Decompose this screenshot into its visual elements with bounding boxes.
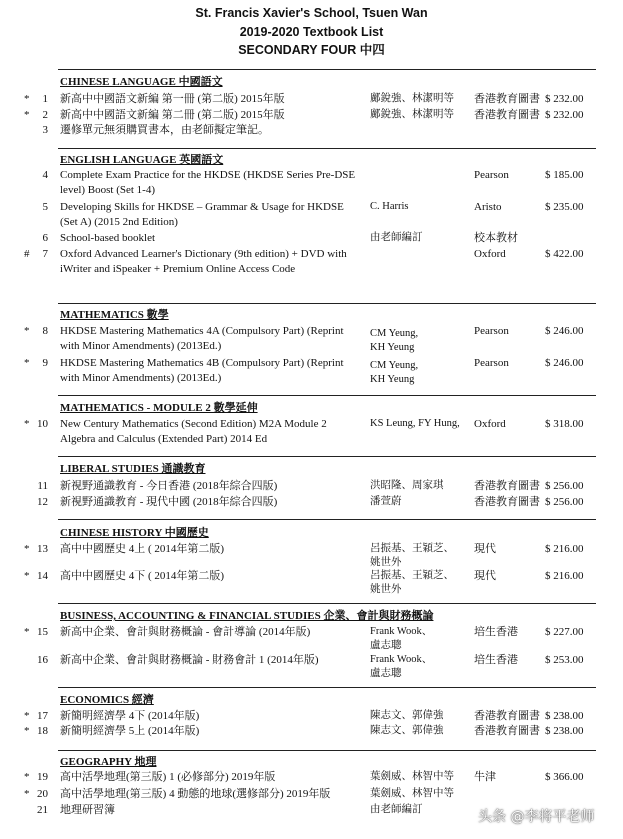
- section-divider: [58, 456, 596, 457]
- item-number: 2: [42, 109, 48, 121]
- item-number: 13: [37, 543, 48, 555]
- item-author: 陳志文、郭偉強: [370, 710, 444, 721]
- item-mark: *: [24, 543, 30, 555]
- form-level: SECONDARY FOUR 中四: [238, 43, 385, 57]
- item-author: Frank Wook、盧志聰: [370, 654, 433, 679]
- item-title: 新簡明經濟學 5上 (2014年版): [60, 725, 200, 737]
- item-author: CM Yeung, KH Yeung: [370, 360, 419, 385]
- item-mark: *: [24, 93, 30, 105]
- section-title: MATHEMATICS 數學: [60, 309, 169, 321]
- item-price: $ 366.00: [545, 771, 584, 783]
- item-number: 20: [37, 788, 48, 800]
- item-price: $ 185.00: [545, 169, 584, 181]
- item-number: 3: [42, 124, 48, 136]
- item-title: 高中中國歷史 4上 ( 2014年第二版): [60, 543, 225, 555]
- item-title: 新視野通識教育 - 今日香港 (2018年綜合四版): [60, 480, 278, 492]
- item-publisher: 香港教育圖書: [474, 496, 540, 508]
- item-price: $ 238.00: [545, 710, 584, 722]
- item-title: HKDSE Mastering Mathematics 4B (Compulsory Part) (Reprint with Minor Amendments) (2013Ed.): [60, 357, 344, 384]
- item-publisher: 香港教育圖書: [474, 109, 540, 121]
- item-author: 由老師編訂: [370, 804, 423, 815]
- item-title: 高中活學地理(第三版) 4 動態的地球(選修部分) 2019年版: [60, 788, 331, 800]
- item-title: 高中中國歷史 4下 ( 2014年第二版): [60, 570, 225, 582]
- watermark: 头条 @李将平老师: [478, 809, 595, 825]
- item-publisher: 香港教育圖書: [474, 93, 540, 105]
- item-number: 19: [37, 771, 48, 783]
- item-title: 新視野通識教育 - 現代中國 (2018年綜合四版): [60, 496, 278, 508]
- item-author: 呂振基、王穎芝、姚世外: [370, 570, 454, 595]
- item-title: 新高中中國語文新編 第二冊 (第二版) 2015年版: [60, 109, 285, 121]
- item-publisher: 培生香港: [474, 626, 518, 638]
- item-price: $ 318.00: [545, 418, 584, 430]
- item-author: 葉劍威、林智中等: [370, 788, 454, 799]
- item-mark: *: [24, 570, 30, 582]
- section-divider: [58, 603, 596, 604]
- item-author: 陳志文、郭偉強: [370, 725, 444, 736]
- item-number: 14: [37, 570, 48, 582]
- item-price: $ 232.00: [545, 109, 584, 121]
- item-publisher: 培生香港: [474, 654, 518, 666]
- item-number: 7: [42, 248, 48, 260]
- item-author: 洪昭隆、周家琪: [370, 480, 444, 491]
- section-title: MATHEMATICS - MODULE 2 數學延伸: [60, 402, 258, 414]
- item-author: 葉劍威、林智中等: [370, 771, 454, 782]
- item-author: 鄺銳強、林潔明等: [370, 109, 454, 120]
- item-price: $ 422.00: [545, 248, 584, 260]
- item-publisher: 現代: [474, 543, 496, 555]
- item-author: C. Harris: [370, 201, 409, 212]
- item-mark: *: [24, 109, 30, 121]
- item-price: $ 256.00: [545, 480, 584, 492]
- item-price: $ 227.00: [545, 626, 584, 638]
- item-title: 高中活學地理(第三版) 1 (必修部分) 2019年版: [60, 771, 276, 783]
- item-publisher: 現代: [474, 570, 496, 582]
- item-title: 遷修單元無須購買書本，由老師擬定筆記。: [60, 124, 269, 136]
- section-divider: [58, 148, 596, 149]
- section-title: LIBERAL STUDIES 通識教育: [60, 463, 206, 475]
- item-number: 12: [37, 496, 48, 508]
- item-mark: *: [24, 626, 30, 638]
- item-publisher: 牛津: [474, 771, 496, 783]
- item-number: 6: [42, 232, 48, 244]
- item-author: 由老師編訂: [370, 232, 423, 243]
- item-price: $ 235.00: [545, 201, 584, 213]
- section-title: CHINESE LANGUAGE 中國語文: [60, 76, 223, 88]
- item-title: Oxford Advanced Learner's Dictionary (9th edition) + DVD with iWriter and iSpeaker + Premium Online Access Code: [60, 248, 347, 275]
- item-mark: *: [24, 357, 30, 369]
- school-name: St. Francis Xavier's School, Tsuen Wan: [195, 6, 428, 20]
- item-number: 11: [37, 480, 48, 492]
- item-number: 4: [42, 169, 48, 181]
- item-mark: *: [24, 788, 30, 800]
- item-author: 鄺銳強、林潔明等: [370, 93, 454, 104]
- item-number: 8: [42, 325, 48, 337]
- item-number: 15: [37, 626, 48, 638]
- item-publisher: Aristo: [474, 201, 502, 213]
- section-divider: [58, 519, 596, 520]
- item-number: 9: [42, 357, 48, 369]
- item-price: $ 246.00: [545, 325, 584, 337]
- item-title: 地理研習簿: [60, 804, 115, 816]
- section-title: ECONOMICS 經濟: [60, 694, 154, 706]
- item-title: 新高中企業、會計與財務概論 - 會計導論 (2014年版): [60, 626, 311, 638]
- item-number: 1: [42, 93, 48, 105]
- item-title: Complete Exam Practice for the HKDSE (HKDSE Series Pre-DSE level) Boost (Set 1-4): [60, 169, 356, 196]
- item-title: New Century Mathematics (Second Edition) M2A Module 2 Algebra and Calculus (Extended Part) 2014 Ed: [60, 418, 327, 445]
- item-mark: *: [24, 418, 30, 430]
- section-title: CHINESE HISTORY 中國歷史: [60, 527, 209, 539]
- section-divider: [58, 687, 596, 688]
- item-author: KS Leung, FY Hung,: [370, 418, 460, 429]
- item-price: $ 238.00: [545, 725, 584, 737]
- list-year: 2019-2020 Textbook List: [239, 25, 384, 39]
- item-price: $ 216.00: [545, 543, 584, 555]
- item-author: CM Yeung, KH Yeung: [370, 328, 419, 353]
- item-author: 呂振基、王穎芝、姚世外: [370, 543, 454, 568]
- item-title: HKDSE Mastering Mathematics 4A (Compulsory Part) (Reprint with Minor Amendments) (2013Ed.): [60, 325, 344, 352]
- item-mark: *: [24, 725, 30, 737]
- item-number: 5: [42, 201, 48, 213]
- item-price: $ 253.00: [545, 654, 584, 666]
- item-price: $ 232.00: [545, 93, 584, 105]
- item-publisher: 香港教育圖書: [474, 480, 540, 492]
- item-publisher: Pearson: [474, 357, 509, 369]
- item-number: 18: [37, 725, 48, 737]
- item-mark: #: [24, 248, 30, 260]
- item-number: 17: [37, 710, 48, 722]
- item-price: $ 216.00: [545, 570, 584, 582]
- item-publisher: Oxford: [474, 248, 506, 260]
- section-divider: [58, 69, 596, 70]
- item-mark: *: [24, 325, 30, 337]
- item-title: 新高中企業、會計與財務概論 - 財務會計 1 (2014年版): [60, 654, 319, 666]
- item-publisher: 香港教育圖書: [474, 710, 540, 722]
- item-publisher: Oxford: [474, 418, 506, 430]
- item-mark: *: [24, 710, 30, 722]
- item-number: 16: [37, 654, 48, 666]
- item-author: 潘萱蔚: [370, 496, 402, 507]
- item-price: $ 246.00: [545, 357, 584, 369]
- item-publisher: 校本教材: [474, 232, 518, 244]
- section-title: BUSINESS, ACCOUNTING & FINANCIAL STUDIES 企業、會計與財務概論: [60, 610, 434, 622]
- item-publisher: Pearson: [474, 169, 509, 181]
- item-title: 新高中中國語文新編 第一冊 (第二版) 2015年版: [60, 93, 285, 105]
- section-divider: [58, 750, 596, 751]
- section-divider: [58, 303, 596, 304]
- item-mark: *: [24, 771, 30, 783]
- item-title: Developing Skills for HKDSE – Grammar & Usage for HKDSE (Set A) (2015 2nd Edition): [60, 201, 344, 228]
- section-title: ENGLISH LANGUAGE 英國語文: [60, 154, 224, 166]
- item-author: Frank Wook、盧志聰: [370, 626, 433, 651]
- item-publisher: Pearson: [474, 325, 509, 337]
- item-number: 21: [37, 804, 48, 816]
- section-divider: [58, 395, 596, 396]
- item-title: 新簡明經濟學 4下 (2014年版): [60, 710, 200, 722]
- section-title: GEOGRAPHY 地理: [60, 756, 157, 768]
- item-title: School-based booklet: [60, 232, 156, 244]
- item-number: 10: [37, 418, 48, 430]
- item-price: $ 256.00: [545, 496, 584, 508]
- item-publisher: 香港教育圖書: [474, 725, 540, 737]
